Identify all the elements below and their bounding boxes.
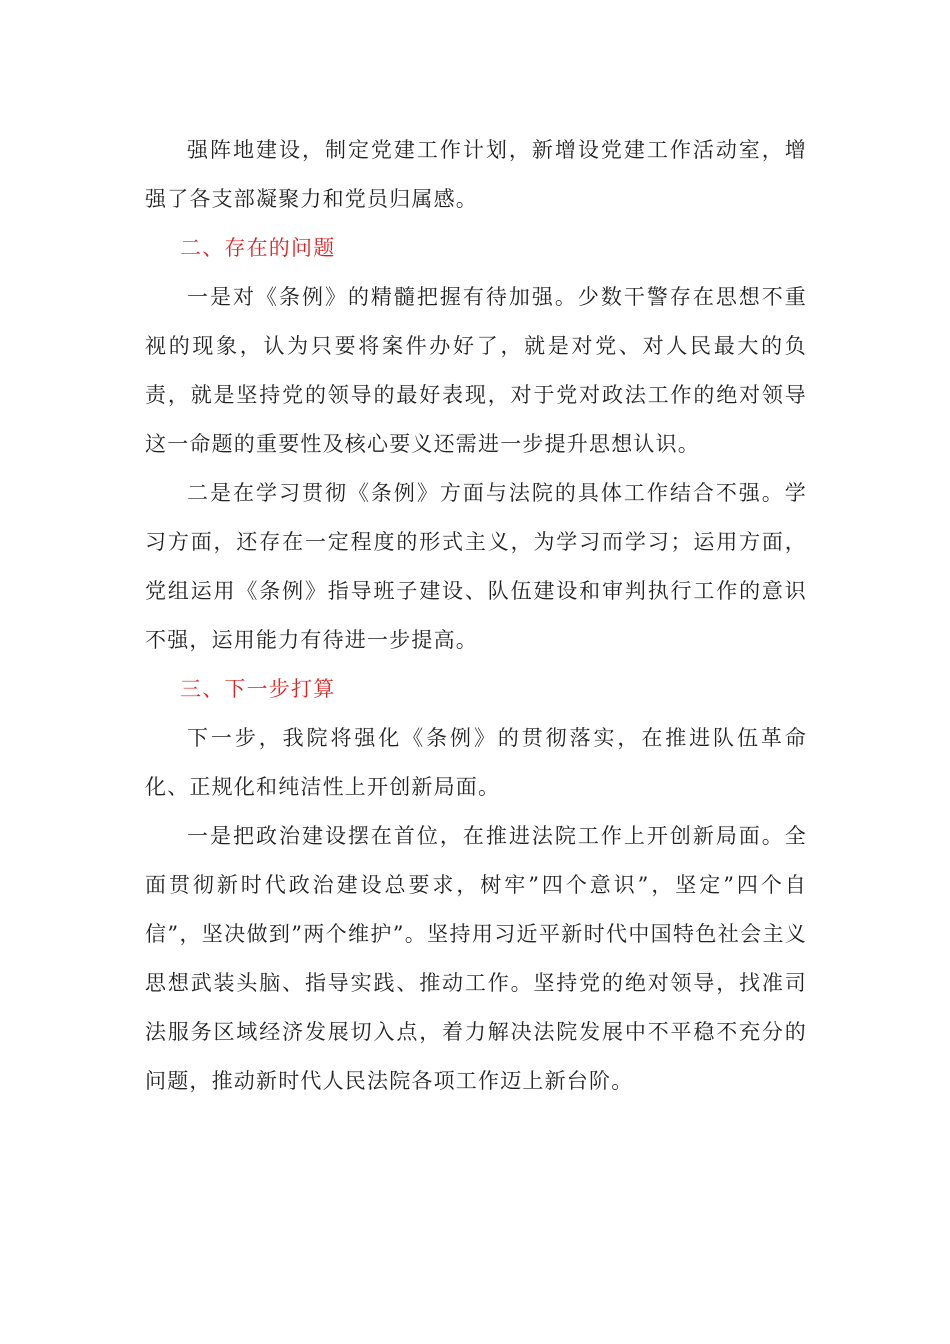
section-heading-next-steps: 三、下一步打算: [180, 677, 336, 701]
document-body: [145, 126, 807, 1106]
next-steps-paragraph-2: 一是把政治建设摆在首位，在推进法院工作上开创新局面。全面贯彻新时代政治建设总要求，树牢”四个意识”，坚定”四个自信”，坚决做到”两个维护”。坚持用习近平新时代中国特色社会主义思想武装头脑、指导实践、推动工作。坚持党的绝对领导，找准司法服务区域经济发展切入点，着力解决法院发展中不平稳不充分的问题，推动新时代人民法院各项工作迈上新台阶。: [145, 824, 807, 1093]
section-heading-problems: 二、存在的问题: [180, 236, 336, 260]
intro-paragraph: 强阵地建设，制定党建工作计划，新增设党建工作活动室，增强了各支部凝聚力和党员归属感。: [145, 138, 807, 211]
problem-paragraph-1: 一是对《条例》的精髓把握有待加强。少数干警存在思想不重视的现象，认为只要将案件办好了，就是对党、对人民最大的负责，就是坚持党的领导的最好表现，对于党对政法工作的绝对领导这一命题的重要性及核心要义还需进一步提升思想认识。: [145, 285, 807, 456]
next-steps-paragraph-1: 下一步，我院将强化《条例》的贯彻落实，在推进队伍革命化、正规化和纯洁性上开创新局面。: [145, 726, 807, 799]
problem-paragraph-2: 二是在学习贯彻《条例》方面与法院的具体工作结合不强。学习方面，还存在一定程度的形式主义，为学习而学习；运用方面，党组运用《条例》指导班子建设、队伍建设和审判执行工作的意识不强，运用能力有待进一步提高。: [145, 481, 807, 652]
